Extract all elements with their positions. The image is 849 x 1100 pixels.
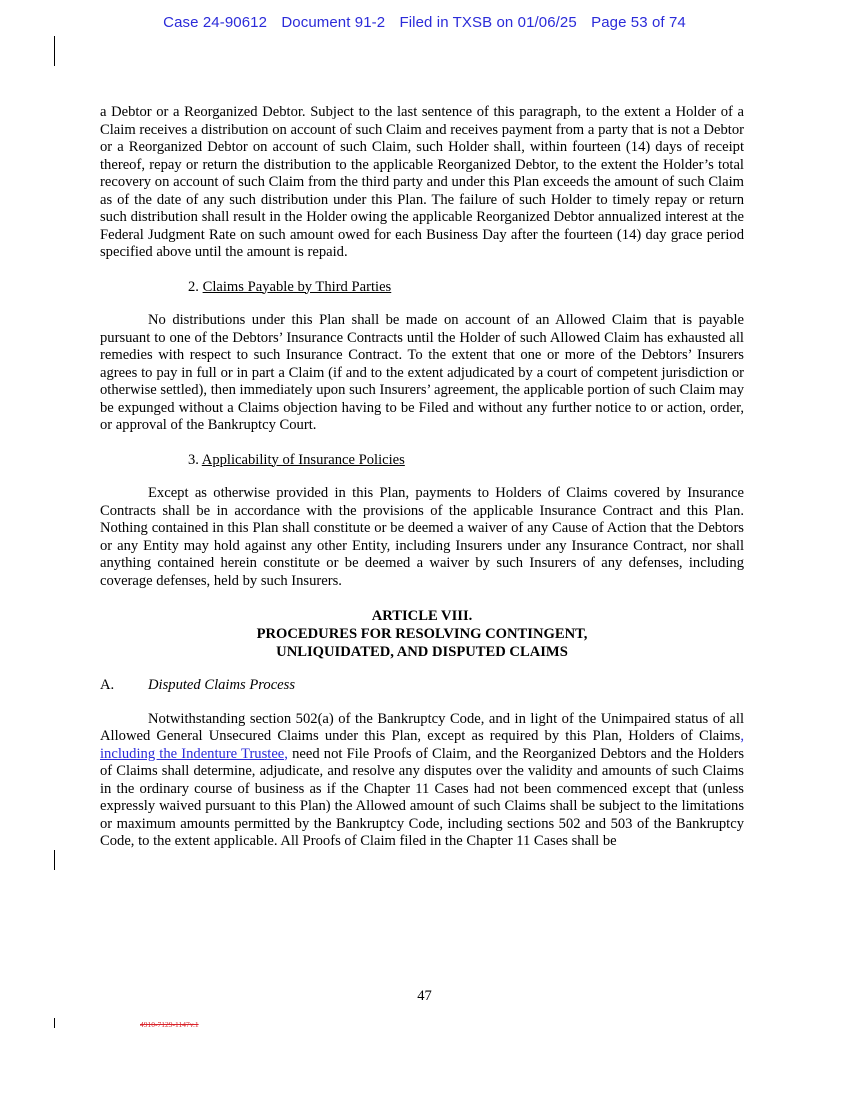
change-bar-bottom: [54, 1018, 55, 1028]
section-heading-a: [100, 677, 744, 695]
inserted-text: , including the Indenture Trustee,: [100, 728, 744, 762]
subsection-number: 3.: [188, 451, 199, 468]
subsection-heading-3: [100, 452, 744, 470]
text-run: Notwithstanding section 502(a) of the Bankruptcy Code, and in light of the Unimpaired status of all Allowed General Unsecured Claims under this Plan, except as required by this Plan, Holders of Claims: [100, 710, 744, 744]
page-of-total: Page 53 of 74: [591, 14, 686, 31]
document-number: Document 91-2: [281, 14, 386, 31]
subsection-title: Applicability of Insurance Policies: [201, 451, 405, 468]
section-title: Disputed Claims Process: [148, 677, 296, 693]
paragraph-claims-payable: No distributions under this Plan shall be made on account of an Allowed Claim that is payable pursuant to one of the Debtors’ Insurance Contracts until the Holder of such Allowed Claim has exhausted all remedies with respect to such Insurance Contract. To the extent that one or more of the Debtors’ Insurers agrees to pay in full or in part a Claim (if and to the extent adjudicated by a court of competent jurisdiction or otherwise settled), then immediately upon such Insurers’ agreement, the applicable portion of such Claim may be expunged without a Claims objection having to be Filed and without any further notice to or action, order, or approval of the Bankruptcy Court.: [100, 312, 744, 433]
document-body: [100, 104, 744, 851]
paragraph-insurance-policies: Except as otherwise provided in this Plan, payments to Holders of Claims covered by Insurance Contracts shall be in accordance with the provisions of the applicable Insurance Contract and this Plan. Nothing contained in this Plan shall constitute or be deemed a waiver of any Cause of Action that the Debtors or any Entity may hold against any other Entity, including Insurers under any Insurance Contract, nor shall anything contained herein constitute or be deemed a waiver by such Insurers of any defenses, including coverage defenses, held by such Insurers.: [100, 485, 744, 589]
filing-header: [0, 14, 849, 31]
document-id: 4910-7129-1147v.1: [140, 1020, 199, 1029]
section-letter: A.: [100, 677, 115, 693]
case-number: Case 24-90612: [163, 14, 268, 31]
article-number: ARTICLE VIII.: [371, 608, 473, 624]
article-title-line: PROCEDURES FOR RESOLVING CONTINGENT,: [256, 626, 588, 642]
filed-info: Filed in TXSB on 01/06/25: [399, 14, 577, 31]
article-heading: [100, 607, 744, 661]
paragraph-disputed-claims: [100, 711, 744, 851]
article-title-line: UNLIQUIDATED, AND DISPUTED CLAIMS: [276, 644, 568, 660]
paragraph-continuation: a Debtor or a Reorganized Debtor. Subject to the last sentence of this paragraph, to the extent a Holder of a Claim receives a distribution on account of such Claim and receives payment from a party that is not a Debtor or a Reorganized Debtor on account of such Claim, such Holder shall, within fourteen (14) days of receipt thereof, repay or return the distribution to the applicable Reorganized Debtor, to the extent the Holder’s total recovery on account of such Claim from the third party and under this Plan exceeds the amount of such Claim as of the date of any such distribution under this Plan. The failure of such Holder to timely repay or return such distribution shall result in the Holder owing the applicable Reorganized Debtor annualized interest at the Federal Judgment Rate on such amount owed for each Business Day after the fourteen (14) day grace period specified above until the amount is repaid.: [100, 104, 744, 260]
page-number: 47: [417, 988, 432, 1004]
change-bar-middle: [54, 850, 55, 870]
subsection-number: 2.: [188, 278, 199, 295]
subsection-heading-2: [100, 279, 744, 297]
change-bar-top: [54, 36, 55, 66]
subsection-title: Claims Payable by Third Parties: [202, 278, 392, 295]
text-run: need not File Proofs of Claim, and the Reorganized Debtors and the Holders of Claims shall determine, adjudicate, and resolve any disputes over the validity and amounts of such Claims in the ordinary course of business as if the Chapter 11 Cases had not been commenced except that (unless expressly waived pursuant to this Plan) the Allowed amount of such Claims shall be subject to the limitations or maximum amounts permitted by the Bankruptcy Code, including sections 502 and 503 of the Bankruptcy Code, to the extent applicable. All Proofs of Claim filed in the Chapter 11 Cases shall be: [100, 745, 744, 849]
